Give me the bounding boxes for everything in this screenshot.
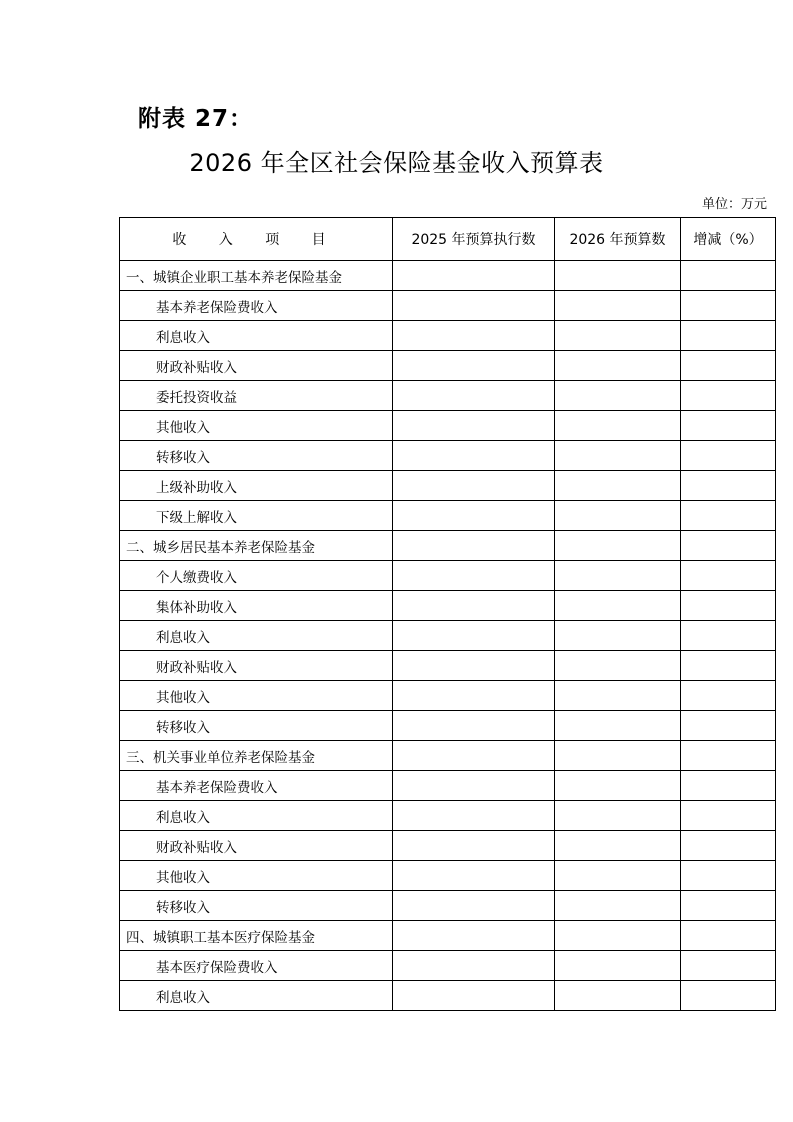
item-cell: 利息收入 [120, 321, 393, 351]
budget-2026-cell [555, 621, 681, 651]
item-cell: 基本医疗保险费收入 [120, 951, 393, 981]
exec-2025-cell [393, 381, 555, 411]
budget-2026-cell [555, 891, 681, 921]
change-cell [681, 321, 776, 351]
change-cell [681, 861, 776, 891]
item-cell: 利息收入 [120, 981, 393, 1011]
change-cell [681, 651, 776, 681]
exec-2025-cell [393, 651, 555, 681]
exec-2025-cell [393, 351, 555, 381]
appendix-label: 附表 27： [138, 106, 254, 132]
change-cell [681, 831, 776, 861]
budget-2026-cell [555, 921, 681, 951]
table-row [120, 291, 776, 321]
exec-2025-cell [393, 981, 555, 1011]
budget-2026-cell [555, 861, 681, 891]
change-cell [681, 951, 776, 981]
budget-2026-cell [555, 321, 681, 351]
change-cell [681, 531, 776, 561]
budget-2026-cell [555, 561, 681, 591]
exec-2025-cell [393, 261, 555, 291]
table-row [120, 501, 776, 531]
exec-2025-cell [393, 951, 555, 981]
exec-2025-cell [393, 801, 555, 831]
exec-2025-cell [393, 891, 555, 921]
budget-2026-cell [555, 741, 681, 771]
revenue-budget-table [119, 217, 776, 1011]
item-cell: 个人缴费收入 [120, 561, 393, 591]
header-row [120, 218, 776, 261]
unit-label: 单位：万元 [701, 197, 767, 212]
budget-2026-cell [555, 591, 681, 621]
item-cell: 三、机关事业单位养老保险基金 [120, 741, 393, 771]
table-row [120, 771, 776, 801]
budget-2026-cell [555, 291, 681, 321]
item-cell: 利息收入 [120, 801, 393, 831]
table-row [120, 351, 776, 381]
item-cell: 利息收入 [120, 621, 393, 651]
exec-2025-cell [393, 621, 555, 651]
change-cell [681, 891, 776, 921]
budget-2026-cell [555, 831, 681, 861]
table-row [120, 591, 776, 621]
header-change-percent: 增减（%） [681, 218, 776, 261]
table-row [120, 831, 776, 861]
header-item [120, 218, 393, 261]
table-row [120, 441, 776, 471]
change-cell [681, 351, 776, 381]
budget-2026-cell [555, 951, 681, 981]
item-cell: 财政补贴收入 [120, 651, 393, 681]
item-cell: 集体补助收入 [120, 591, 393, 621]
exec-2025-cell [393, 561, 555, 591]
item-cell: 其他收入 [120, 681, 393, 711]
change-cell [681, 621, 776, 651]
change-cell [681, 921, 776, 951]
table-row [120, 621, 776, 651]
budget-2026-cell [555, 351, 681, 381]
budget-2026-cell [555, 981, 681, 1011]
budget-2026-cell [555, 261, 681, 291]
budget-2026-cell [555, 531, 681, 561]
header-2025-execution: 2025 年预算执行数 [393, 218, 555, 261]
item-cell: 委托投资收益 [120, 381, 393, 411]
section-row [120, 261, 776, 291]
page-title: 2026 年全区社会保险基金收入预算表 [189, 149, 604, 177]
table-row [120, 981, 776, 1011]
item-cell: 下级上解收入 [120, 501, 393, 531]
item-cell: 转移收入 [120, 891, 393, 921]
budget-2026-cell [555, 711, 681, 741]
table-row [120, 411, 776, 441]
item-cell: 二、城乡居民基本养老保险基金 [120, 531, 393, 561]
change-cell [681, 681, 776, 711]
table-row [120, 711, 776, 741]
header-2026-budget: 2026 年预算数 [555, 218, 681, 261]
change-cell [681, 441, 776, 471]
table-row [120, 681, 776, 711]
change-cell [681, 981, 776, 1011]
item-cell: 其他收入 [120, 861, 393, 891]
budget-2026-cell [555, 681, 681, 711]
item-cell: 其他收入 [120, 411, 393, 441]
exec-2025-cell [393, 831, 555, 861]
item-cell: 财政补贴收入 [120, 351, 393, 381]
exec-2025-cell [393, 471, 555, 501]
exec-2025-cell [393, 921, 555, 951]
exec-2025-cell [393, 441, 555, 471]
budget-2026-cell [555, 801, 681, 831]
change-cell [681, 561, 776, 591]
exec-2025-cell [393, 501, 555, 531]
item-cell: 上级补助收入 [120, 471, 393, 501]
budget-2026-cell [555, 381, 681, 411]
budget-2026-cell [555, 441, 681, 471]
header-item-label: 收 入 项 目 [172, 232, 340, 248]
change-cell [681, 591, 776, 621]
exec-2025-cell [393, 711, 555, 741]
change-cell [681, 411, 776, 441]
exec-2025-cell [393, 531, 555, 561]
budget-2026-cell [555, 501, 681, 531]
item-cell: 财政补贴收入 [120, 831, 393, 861]
change-cell [681, 501, 776, 531]
change-cell [681, 471, 776, 501]
exec-2025-cell [393, 321, 555, 351]
table-row [120, 381, 776, 411]
budget-2026-cell [555, 651, 681, 681]
item-cell: 四、城镇职工基本医疗保险基金 [120, 921, 393, 951]
exec-2025-cell [393, 291, 555, 321]
change-cell [681, 261, 776, 291]
table-row [120, 321, 776, 351]
change-cell [681, 741, 776, 771]
change-cell [681, 771, 776, 801]
table-header [120, 218, 776, 261]
item-cell: 转移收入 [120, 711, 393, 741]
table-row [120, 861, 776, 891]
table-row [120, 801, 776, 831]
budget-2026-cell [555, 771, 681, 801]
table-row [120, 951, 776, 981]
section-row [120, 741, 776, 771]
exec-2025-cell [393, 411, 555, 441]
change-cell [681, 381, 776, 411]
table-row [120, 471, 776, 501]
item-cell: 基本养老保险费收入 [120, 771, 393, 801]
table-row [120, 651, 776, 681]
section-row [120, 531, 776, 561]
change-cell [681, 801, 776, 831]
table-body [120, 261, 776, 1011]
exec-2025-cell [393, 741, 555, 771]
exec-2025-cell [393, 681, 555, 711]
table-row [120, 561, 776, 591]
exec-2025-cell [393, 771, 555, 801]
item-cell: 基本养老保险费收入 [120, 291, 393, 321]
table-row [120, 891, 776, 921]
exec-2025-cell [393, 861, 555, 891]
item-cell: 一、城镇企业职工基本养老保险基金 [120, 261, 393, 291]
budget-2026-cell [555, 471, 681, 501]
change-cell [681, 291, 776, 321]
change-cell [681, 711, 776, 741]
section-row [120, 921, 776, 951]
exec-2025-cell [393, 591, 555, 621]
item-cell: 转移收入 [120, 441, 393, 471]
budget-2026-cell [555, 411, 681, 441]
